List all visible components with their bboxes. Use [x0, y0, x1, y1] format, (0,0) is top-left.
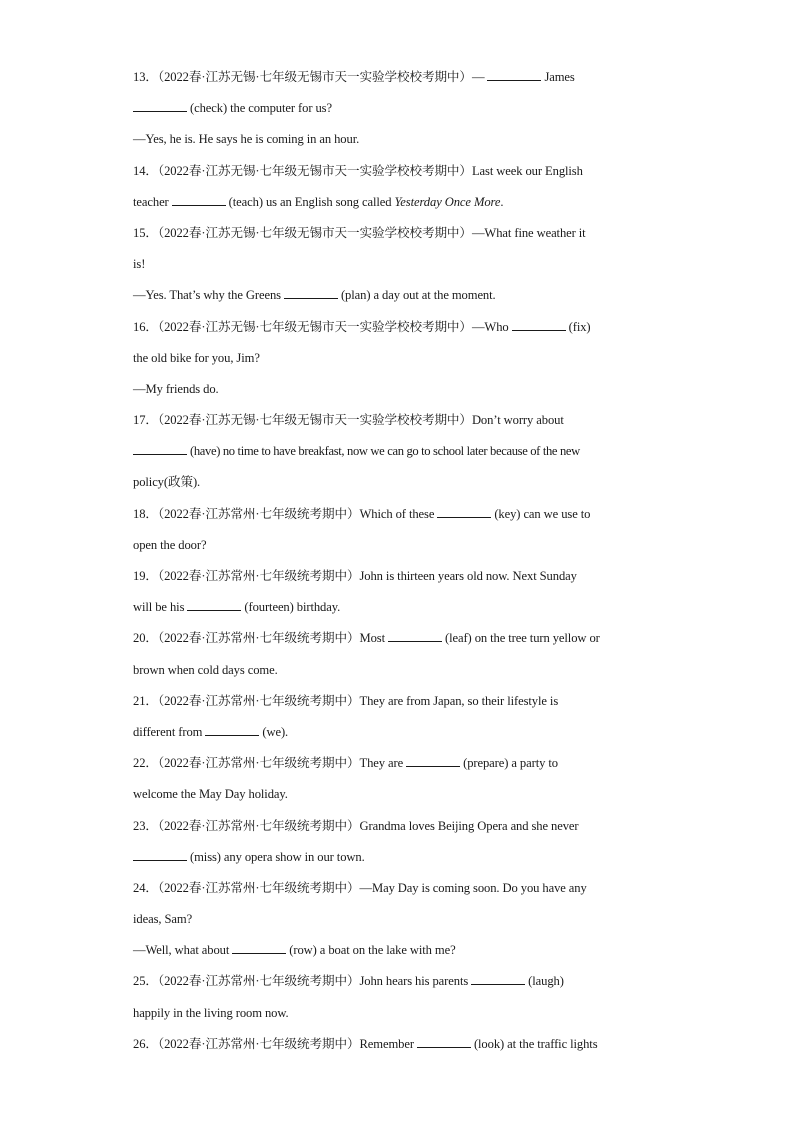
question-17-line-1: 17．（2022春·江苏无锡·七年级无锡市天一实验学校校考期中）Don’t worry about [133, 413, 564, 428]
question-25-line-1: 25．（2022春·江苏常州·七年级统考期中）John hears his parents (laugh) [133, 974, 564, 989]
question-17-line-2: (have) no time to have breakfast, now we can go to school later because of the new [133, 436, 663, 467]
answer-blank[interactable] [133, 848, 187, 860]
question-number: 13． [133, 70, 158, 84]
question-source: （2022春·江苏无锡·七年级无锡市天一实验学校校考期中） [157, 70, 472, 84]
question-number: 20． [133, 631, 158, 646]
question-15-line-3: —Yes. That’s why the Greens (plan) a day out at the moment. [133, 288, 496, 303]
question-22-line-2: welcome the May Day holiday. [133, 787, 288, 802]
question-source: （2022春·江苏常州·七年级统考期中） [157, 880, 360, 895]
question-15-line-2: is! [133, 257, 146, 272]
question-number: 23． [133, 818, 158, 833]
question-number: 26． [133, 1036, 158, 1051]
answer-blank[interactable] [205, 724, 259, 736]
song-title: Yesterday Once More [394, 194, 501, 209]
question-16-line-1: 16．（2022春·江苏无锡·七年级无锡市天一实验学校校考期中）—Who (fix) [133, 319, 591, 334]
answer-blank[interactable] [417, 1035, 471, 1047]
question-21-line-1: 21．（2022春·江苏常州·七年级统考期中）They are from Japan, so their lifestyle is [133, 693, 559, 708]
question-source: （2022春·江苏无锡·七年级无锡市天一实验学校校考期中） [157, 319, 472, 334]
question-number: 18． [133, 506, 158, 521]
answer-blank[interactable] [284, 287, 338, 299]
question-13-line-2: (check) the computer for us? [133, 93, 663, 124]
question-23-line-1: 23．（2022春·江苏常州·七年级统考期中）Grandma loves Beijing Opera and she never [133, 818, 579, 833]
question-13-line-1: 13．（2022春·江苏无锡·七年级无锡市天一实验学校校考期中）— James [133, 70, 575, 84]
question-16-line-3: —My friends do. [133, 381, 219, 396]
question-source: （2022春·江苏常州·七年级统考期中） [157, 693, 360, 708]
question-source: （2022春·江苏常州·七年级统考期中） [157, 569, 360, 583]
question-number: 25． [133, 974, 158, 989]
question-17-line-3: policy(政策). [133, 475, 201, 490]
question-26-line-1: 26．（2022春·江苏常州·七年级统考期中）Remember (look) at the traffic lights [133, 1036, 598, 1051]
question-number: 16． [133, 319, 158, 334]
question-number: 22． [133, 756, 158, 771]
answer-blank[interactable] [232, 942, 286, 954]
question-list [133, 62, 663, 1060]
question-24-line-3: —Well, what about (row) a boat on the lake with me? [133, 943, 456, 958]
question-21-line-2: different from (we). [133, 724, 289, 739]
answer-blank[interactable] [512, 318, 566, 330]
question-16-line-2: the old bike for you, Jim? [133, 350, 260, 365]
question-source: （2022春·江苏常州·七年级统考期中） [157, 756, 360, 771]
question-number: 19． [133, 569, 158, 583]
question-24-line-2: ideas, Sam? [133, 912, 193, 927]
question-source: （2022春·江苏无锡·七年级无锡市天一实验学校校考期中） [157, 413, 472, 428]
answer-blank[interactable] [437, 505, 491, 517]
answer-blank[interactable] [487, 69, 541, 81]
question-24-line-1: 24．（2022春·江苏常州·七年级统考期中）—May Day is coming soon. Do you have any [133, 880, 587, 895]
question-source: （2022春·江苏无锡·七年级无锡市天一实验学校校考期中） [157, 225, 472, 240]
question-14-line-2: teacher (teach) us an English song called Yesterday Once More. [133, 194, 504, 209]
answer-blank[interactable] [172, 193, 226, 205]
question-source: （2022春·江苏常州·七年级统考期中） [157, 974, 360, 989]
question-25-line-2: happily in the living room now. [133, 1005, 289, 1020]
question-23-line-2: (miss) any opera show in our town. [133, 842, 663, 873]
answer-blank[interactable] [133, 100, 187, 112]
question-19-line-1: 19．（2022春·江苏常州·七年级统考期中）John is thirteen years old now. Next Sunday [133, 569, 577, 583]
question-number: 14． [133, 163, 158, 178]
question-18-line-2: open the door? [133, 537, 207, 552]
question-20-line-2: brown when cold days come. [133, 662, 278, 677]
answer-blank[interactable] [406, 755, 460, 767]
question-source: （2022春·江苏常州·七年级统考期中） [157, 1036, 360, 1051]
question-18-line-1: 18．（2022春·江苏常州·七年级统考期中）Which of these (key) can we use to [133, 506, 591, 521]
question-15-line-1: 15．（2022春·江苏无锡·七年级无锡市天一实验学校校考期中）—What fine weather it [133, 225, 586, 240]
question-source: （2022春·江苏常州·七年级统考期中） [157, 506, 360, 521]
question-19-line-2: will be his (fourteen) birthday. [133, 600, 341, 615]
question-20-line-1: 20．（2022春·江苏常州·七年级统考期中）Most (leaf) on the tree turn yellow or [133, 631, 600, 646]
question-22-line-1: 22．（2022春·江苏常州·七年级统考期中）They are (prepare) a party to [133, 756, 558, 771]
question-number: 21． [133, 693, 158, 708]
question-number: 15． [133, 225, 158, 240]
question-number: 17． [133, 413, 158, 428]
question-source: （2022春·江苏无锡·七年级无锡市天一实验学校校考期中） [157, 163, 472, 178]
answer-blank[interactable] [388, 630, 442, 642]
question-source: （2022春·江苏常州·七年级统考期中） [157, 818, 360, 833]
answer-blank[interactable] [471, 973, 525, 985]
answer-blank[interactable] [133, 443, 187, 455]
question-14-line-1: 14．（2022春·江苏无锡·七年级无锡市天一实验学校校考期中）Last week our English [133, 163, 583, 178]
question-source: （2022春·江苏常州·七年级统考期中） [157, 631, 360, 646]
question-13-line-3: —Yes, he is. He says he is coming in an hour. [133, 132, 360, 147]
answer-blank[interactable] [187, 599, 241, 611]
question-number: 24． [133, 880, 158, 895]
